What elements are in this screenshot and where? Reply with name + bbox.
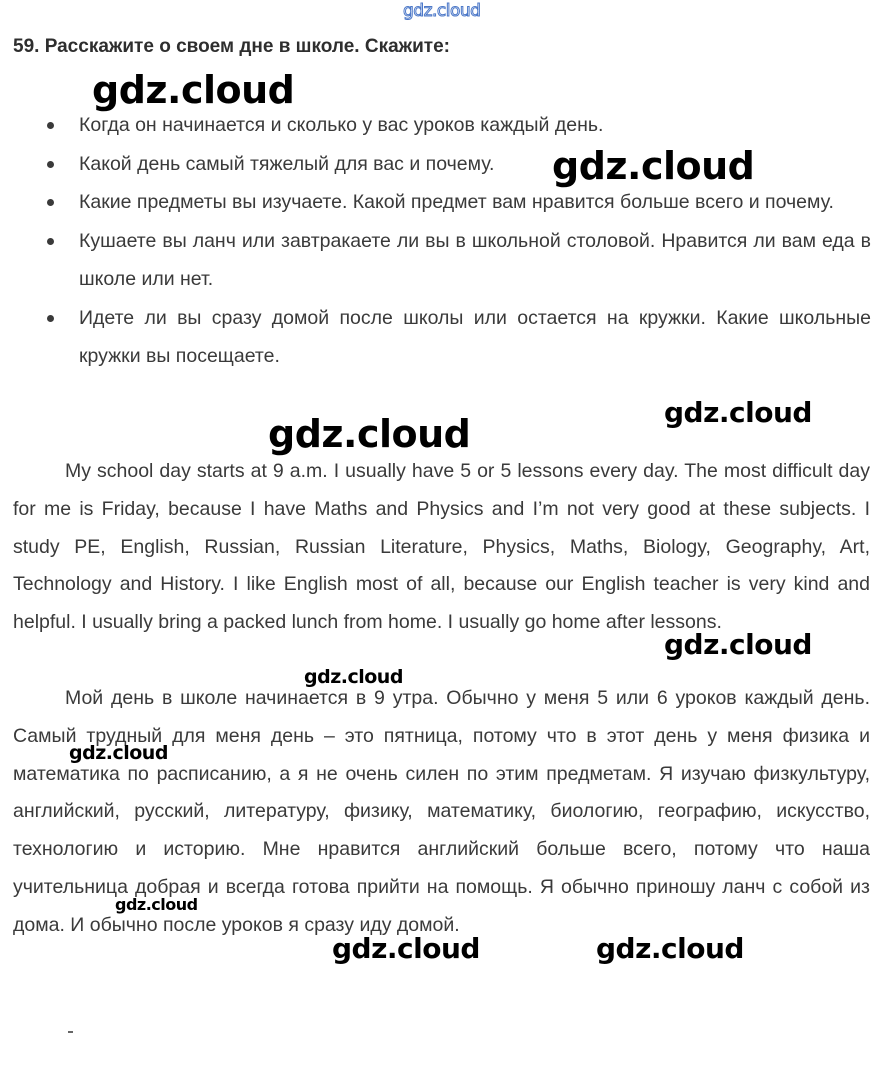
question-item bbox=[0, 299, 883, 376]
watermark: gdz.cloud bbox=[115, 895, 198, 914]
bullet-icon bbox=[47, 315, 54, 322]
bullet-icon bbox=[47, 199, 54, 206]
scan-mark bbox=[68, 1031, 73, 1033]
bullet-icon bbox=[47, 238, 54, 245]
watermark: gdz.cloud bbox=[92, 68, 295, 112]
answer-russian: Мой день в школе начинается в 9 утра. Обычно у меня 5 или 6 уроков каждый день. Самый трудный для меня день – это пятница, потому что в этот день у меня физика и математика по расписанию, а я не очень силен по этим предметам. Я изучаю физкультуру, английский, русский, литературу, физику, математику, биологию, географию, искусство, технологию и историю. Мне нравится английский больше всего, потому что наша учительница добрая и всегда готова прийти на помощь. Я обычно приношу ланч с собой из дома. И обычно после уроков я сразу иду домой. bbox=[13, 687, 870, 936]
question-text: Какой день самый тяжелый для вас и почему. bbox=[79, 152, 495, 175]
bullet-icon bbox=[47, 161, 54, 168]
question-item bbox=[0, 183, 883, 222]
question-text: Когда он начинается и сколько у вас уроков каждый день. bbox=[79, 114, 604, 136]
question-text: Идете ли вы сразу домой после школы или остается на кружки. Какие школьные кружки вы посещаете. bbox=[79, 306, 871, 367]
header-watermark: gdz.cloud bbox=[403, 1, 481, 21]
watermark: gdz.cloud bbox=[596, 932, 744, 965]
question-text: Какие предметы вы изучаете. Какой предмет вам нравится больше всего и почему. bbox=[79, 191, 834, 213]
bullet-icon bbox=[47, 122, 54, 129]
watermark: gdz.cloud bbox=[332, 932, 480, 965]
watermark: gdz.cloud bbox=[268, 412, 471, 456]
watermark: gdz.cloud bbox=[552, 144, 755, 188]
watermark: gdz.cloud bbox=[69, 742, 168, 764]
watermark: gdz.cloud bbox=[664, 628, 812, 661]
watermark: gdz.cloud bbox=[304, 666, 403, 688]
task-title: 59. Расскажите о своем дне в школе. Скажите: bbox=[13, 36, 450, 57]
question-item bbox=[0, 222, 883, 299]
answer-english: My school day starts at 9 a.m. I usually have 5 or 5 lessons every day. The most difficult day for me is Friday, because I have Maths and Physics and I’m not very good at these subjects. I study PE, English, Russian, Russian Literature, Physics, Maths, Biology, Geography, Art, Technology and History. I like English most of all, because our English teacher is very kind and helpful. I usually bring a packed lunch from home. I usually go home after lessons. bbox=[13, 460, 870, 634]
question-text: Кушаете вы ланч или завтракаете ли вы в школьной столовой. Нравится ли вам еда в школе или нет. bbox=[79, 229, 871, 290]
watermark: gdz.cloud bbox=[664, 396, 812, 429]
